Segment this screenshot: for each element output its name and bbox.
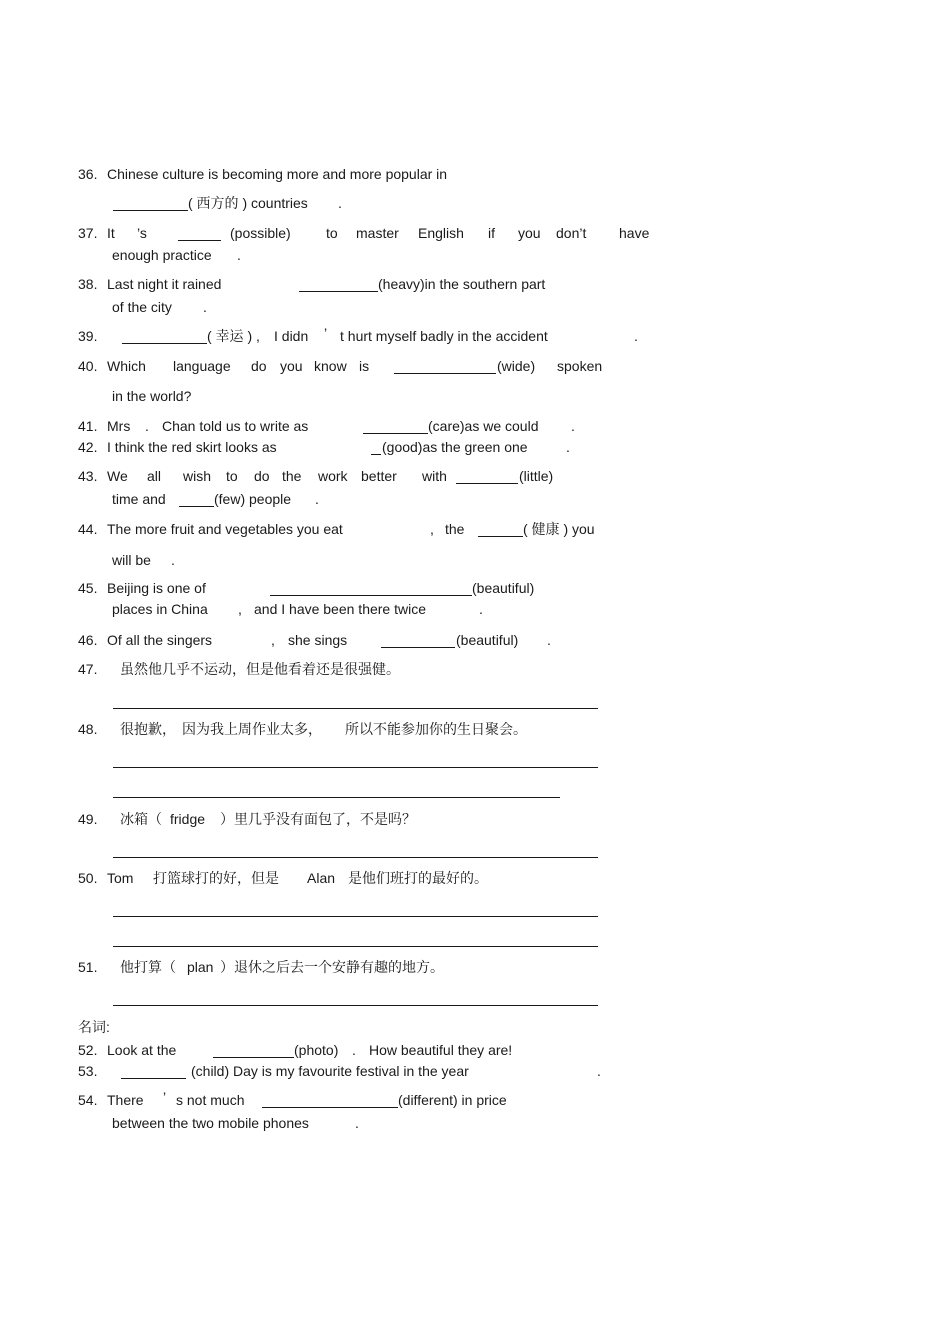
question-text: she sings xyxy=(288,632,348,648)
word: We xyxy=(107,468,128,484)
period: . xyxy=(597,1063,601,1079)
question-text: 虽然他几乎不运动，但是他看着还是很强健。 xyxy=(120,661,400,677)
hint-text: (photo) xyxy=(294,1042,339,1058)
hint-text: (good)as the green one xyxy=(382,439,528,455)
answer-blank[interactable] xyxy=(121,1078,186,1079)
word: There xyxy=(107,1092,144,1108)
answer-line[interactable] xyxy=(113,708,598,709)
word: don’t xyxy=(556,225,587,241)
hint-text: (little) xyxy=(519,468,554,484)
answer-blank[interactable] xyxy=(179,506,214,507)
hint-text: (beautiful) xyxy=(472,580,535,596)
question-text: 冰箱（ xyxy=(120,811,162,827)
word: . xyxy=(145,418,149,434)
period: . xyxy=(315,491,319,507)
question-text: 因为我上周作业太多， xyxy=(182,721,322,737)
word: ’s xyxy=(137,225,147,241)
answer-blank[interactable] xyxy=(456,483,518,484)
word: the xyxy=(445,521,465,537)
period: . xyxy=(634,328,638,344)
question-text: 很抱歉， xyxy=(120,721,176,737)
word: language xyxy=(173,358,231,374)
word: know xyxy=(314,358,347,374)
period: . xyxy=(571,418,575,434)
hint-text: ( 健康 ) you xyxy=(523,521,595,537)
question-text: in the world? xyxy=(112,388,192,404)
question-text: and I have been there twice xyxy=(254,601,427,617)
word: to xyxy=(326,225,338,241)
question-number: 51. xyxy=(78,959,98,975)
answer-line[interactable] xyxy=(113,916,598,917)
question-number: 39. xyxy=(78,328,98,344)
question-text: places in China xyxy=(112,601,208,617)
question-text: Beijing is one of xyxy=(107,580,206,596)
hint-text: (child) Day is my favourite festival in the year xyxy=(191,1063,469,1079)
question-number: 44. xyxy=(78,521,98,537)
hint-text: (wide) xyxy=(497,358,536,374)
period: . xyxy=(171,552,175,568)
question-text: Of all the singers xyxy=(107,632,213,648)
word: ’ xyxy=(163,1089,167,1105)
period: . xyxy=(203,299,207,315)
question-number: 52. xyxy=(78,1042,98,1058)
question-text: 打篮球打的好，但是 xyxy=(153,870,279,886)
question-text: How beautiful they are! xyxy=(369,1042,513,1058)
comma: , xyxy=(271,632,275,648)
word: with xyxy=(422,468,447,484)
word: I didn xyxy=(274,328,309,344)
question-number: 40. xyxy=(78,358,98,374)
question-text: The more fruit and vegetables you eat xyxy=(107,521,343,537)
question-number: 46. xyxy=(78,632,98,648)
answer-line[interactable] xyxy=(113,1005,598,1006)
period: . xyxy=(237,247,241,263)
question-text: enough practice xyxy=(112,247,212,263)
answer-blank[interactable] xyxy=(213,1057,294,1058)
question-number: 43. xyxy=(78,468,98,484)
hint-text: (care)as we could xyxy=(428,418,539,434)
question-text: 是他们班打的最好的。 xyxy=(348,870,488,886)
answer-blank[interactable] xyxy=(381,647,455,648)
answer-blank[interactable] xyxy=(478,536,523,537)
section-heading: 名词: xyxy=(78,1019,110,1035)
question-number: 54. xyxy=(78,1092,98,1108)
question-text: Tom xyxy=(107,870,134,886)
word: Which xyxy=(107,358,146,374)
word: all xyxy=(147,468,162,484)
word: better xyxy=(361,468,397,484)
word: ’ xyxy=(324,325,328,341)
hint-text: (beautiful) xyxy=(456,632,519,648)
question-number: 42. xyxy=(78,439,98,455)
question-number: 36. xyxy=(78,166,98,182)
question-text: ）里几乎没有面包了，不是吗？ xyxy=(220,811,416,827)
question-number: 48. xyxy=(78,721,98,737)
period: . xyxy=(566,439,570,455)
question-number: 47. xyxy=(78,661,98,677)
period: . xyxy=(355,1115,359,1131)
question-text: of the city xyxy=(112,299,172,315)
hint-text: ( 西方的 ) countries xyxy=(188,195,308,211)
question-number: 49. xyxy=(78,811,98,827)
period: . xyxy=(479,601,483,617)
word: It xyxy=(107,225,115,241)
word: the xyxy=(282,468,302,484)
question-text: time and xyxy=(112,491,166,507)
word: master xyxy=(356,225,399,241)
answer-blank[interactable] xyxy=(262,1107,398,1108)
word: is xyxy=(359,358,370,374)
word: you xyxy=(280,358,303,374)
question-text: s not much xyxy=(176,1092,245,1108)
question-text: 所以不能参加你的生日聚会。 xyxy=(345,721,527,737)
word: English xyxy=(418,225,464,241)
question-text: Chinese culture is becoming more and more popular in xyxy=(107,166,448,182)
word: spoken xyxy=(557,358,603,374)
question-text: Chan told us to write as xyxy=(162,418,309,434)
answer-line[interactable] xyxy=(113,797,560,798)
question-number: 41. xyxy=(78,418,98,434)
word: work xyxy=(318,468,348,484)
question-number: 53. xyxy=(78,1063,98,1079)
period: . xyxy=(547,632,551,648)
hint-text: (possible) xyxy=(230,225,291,241)
hint-text: (heavy)in the southern part xyxy=(378,276,546,292)
word: if xyxy=(488,225,495,241)
word: have xyxy=(619,225,650,241)
period: . xyxy=(338,195,342,211)
answer-blank[interactable] xyxy=(113,210,188,211)
answer-blank[interactable] xyxy=(270,595,472,596)
question-text: Look at the xyxy=(107,1042,177,1058)
word: Mrs xyxy=(107,418,131,434)
question-number: 45. xyxy=(78,580,98,596)
word: do xyxy=(254,468,270,484)
answer-blank[interactable] xyxy=(299,291,378,292)
hint-text: (few) people xyxy=(214,491,292,507)
answer-line[interactable] xyxy=(113,946,598,947)
question-text: I think the red skirt looks as xyxy=(107,439,277,455)
question-number: 50. xyxy=(78,870,98,886)
word: you xyxy=(518,225,541,241)
question-number: 37. xyxy=(78,225,98,241)
answer-line[interactable] xyxy=(113,857,598,858)
question-text: 他打算（ xyxy=(120,959,176,975)
question-text: t hurt myself badly in the accident xyxy=(340,328,548,344)
question-text: plan xyxy=(187,959,214,975)
answer-blank[interactable] xyxy=(122,343,207,344)
period: . xyxy=(352,1042,356,1058)
question-number: 38. xyxy=(78,276,98,292)
question-text: ）退休之后去一个安静有趣的地方。 xyxy=(220,959,444,975)
answer-blank[interactable] xyxy=(363,433,428,434)
answer-line[interactable] xyxy=(113,767,598,768)
comma: , xyxy=(430,521,434,537)
question-text: Alan xyxy=(307,870,336,886)
comma: , xyxy=(238,601,242,617)
answer-blank[interactable] xyxy=(394,373,496,374)
question-text: fridge xyxy=(170,811,206,827)
hint-text: ( 幸运 ) , xyxy=(207,328,260,344)
question-text: between the two mobile phones xyxy=(112,1115,309,1131)
hint-text: (different) in price xyxy=(398,1092,507,1108)
answer-blank[interactable] xyxy=(371,454,381,455)
question-text: Last night it rained xyxy=(107,276,222,292)
word: to xyxy=(226,468,238,484)
word: wish xyxy=(183,468,212,484)
word: do xyxy=(251,358,267,374)
answer-blank[interactable] xyxy=(178,240,221,241)
question-text: will be xyxy=(112,552,151,568)
